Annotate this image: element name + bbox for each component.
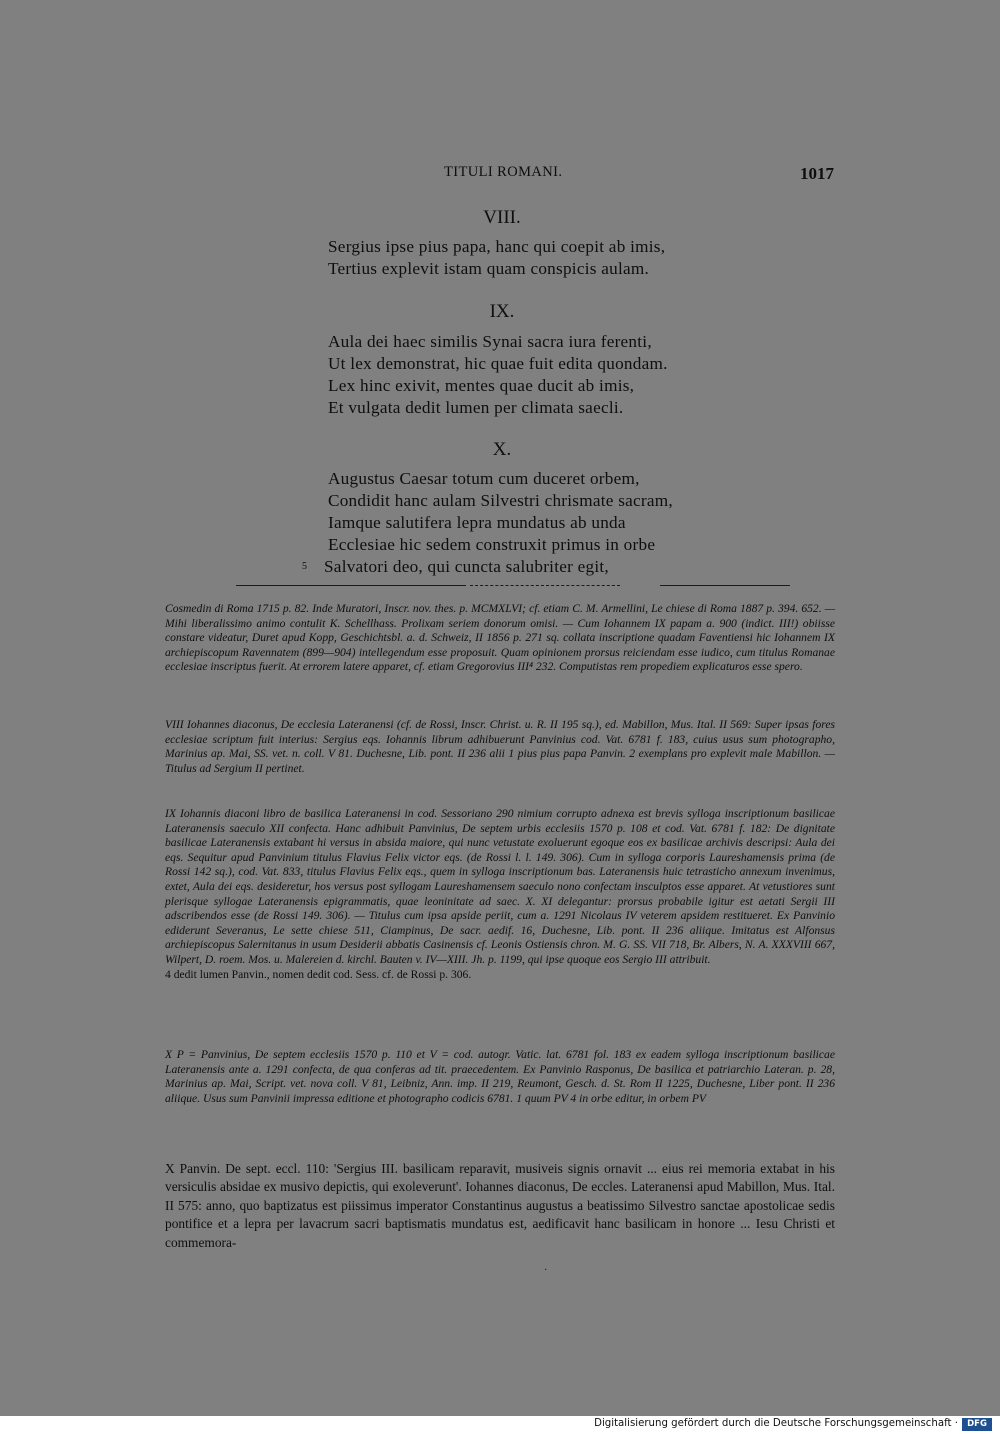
verse-line-number: 5 bbox=[302, 561, 307, 572]
poem-heading-viii: VIII. bbox=[483, 207, 521, 228]
verse-line: Lex hinc exivit, mentes quae ducit ab imis, bbox=[328, 376, 635, 395]
verse-line: Ecclesiae hic sedem construxit primus in orbe bbox=[328, 535, 656, 554]
footnote-x: X P = Panvinius, De septem ecclesiis 1570 p. 110 et V = cod. autogr. Vatic. lat. 6781 fol. 183 ex eadem sylloga inscriptionum basilicae Lateranensis ante a. 1291 confecta, de qua conferas ad tit. praecedentem. Ex Panvinio Rasponus, De basilica et patriarchio Lateran. p. 28, Marinius ap. Mai, Script. vet. nova coll. V 81, Leibniz, Ann. imp. II 219, Reumont, Gesch. d. St. Rom II 1225, Duchesne, Liber pont. II 236 aliique. Usus sum Panvinii impressa editione et photographo codicis 6781. 1 quum PV 4 in orbe editur, in orbem PV bbox=[165, 1048, 835, 1105]
poem-heading-ix: IX. bbox=[489, 301, 515, 322]
separator-rule-dashed bbox=[470, 585, 620, 586]
page-number: 1017 bbox=[800, 164, 834, 183]
dfg-logo-icon: DFG bbox=[962, 1418, 992, 1431]
footnote-viii: VIII Iohannes diaconus, De ecclesia Lateranensi (cf. de Rossi, Inscr. Christ. u. R. II 195 sq.), ed. Mabillon, Mus. Ital. II 569: Super ipsas fores ecclesiae scriptum fuit interius: Sergius eqs. Iohannis librum adhibuerunt Panvinius cod. Vat. 6781 f. 183, cuius usus sum photographo, Marinius ap. Mai, SS. vet. n. coll. V 81. Duchesne, Lib. pont. II 236 alii 1 pius pius papa Panvin. 2 exemplans pro explevit male Mabillon. — Titulus ad Sergium II pertinet. bbox=[165, 718, 835, 775]
funding-credit: Digitalisierung gefördert durch die Deutsche Forschungsgemeinschaft · bbox=[594, 1418, 958, 1429]
verse-line: Tertius explevit istam quam conspicis aulam. bbox=[328, 259, 650, 278]
footnote-cosmedin: Cosmedin di Roma 1715 p. 82. Inde Muratori, Inscr. nov. thes. p. MCMXLVI; cf. etiam C. M. Armellini, Le chiese di Roma 1887 p. 394. 652. — Mihi liberalissimo animo contulit K. Schellhass. Prolixam seriem donorum omisi. — Cum Iohannem IX papam a. 900 (indict. III!) obiisse constare videatur, Duret apud Kopp, Geschichtsbl. a. d. Schweiz, II 1856 p. 271 sq. collata inscriptione quadam Faventiensi hic Iohannem IX archiepiscopum Ravennatem (899—904) intellegendum esse proposuit. Quam opinionem prorsus reiciendam esse iudico, cum titulus Romanae ecclesiae inscriptus fuerit. At errorem latere apparet, cf. etiam Gregorovius III⁴ 232. Computistas rem propediem explicaturos esse spero. bbox=[165, 602, 835, 674]
printer-mark: · bbox=[544, 1265, 548, 1276]
verse-line: Iamque salutifera lepra mundatus ab unda bbox=[328, 513, 626, 532]
verse-line: Ut lex demonstrat, hic quae fuit edita quondam. bbox=[328, 354, 668, 373]
verse-line: Augustus Caesar totum cum duceret orbem, bbox=[328, 469, 640, 488]
commentary-paragraph: X Panvin. De sept. eccl. 110: 'Sergius III. basilicam reparavit, musiveis signis ornavit ... eius rei memoria extabat in his versiculis absidae ex musivo depictis, qui exoleverunt'. Iohannes diaconus, De eccles. Lateranensi apud Mabillon, Mus. Ital. II 575: anno, quo baptizatus est piissimus imperator Constantinus augustus a beatissimo Silvestro sanctae apostolicae sedis pontifice et a lepra per lavacrum sacri baptismatis mundatus est, aedificavit hanc basilicam in honore ... Iesu Christi et commemora- bbox=[165, 1161, 835, 1250]
verse-line: Aula dei haec similis Synai sacra iura ferenti, bbox=[328, 332, 652, 351]
verse-line: Et vulgata dedit lumen per climata saecli. bbox=[328, 398, 624, 417]
separator-rule bbox=[660, 585, 790, 586]
footnote-ix-text: IX Iohannis diaconi libro de basilica Lateranensi in cod. Sessoriano 290 nimium corrupto adnexa est brevis sylloga inscriptionum basilicae Lateranensis saeculo XII confecta. Hanc adhibuit Panvinius, De septem urbis ecclesiis 1570 p. 108 et cod. Vat. 6781 f. 182: De dignitate basilicae Lateranensis extabant hi versus in absida maiore, qui nunc vetustate exoluerunt egoque eos ex basilicae archivis descripsi: Aula dei eqs. Sequitur apud Panvinium titulus Flavius Felix victor eqs. (de Rossi l. l. 149. 306). Cum in sylloga corporis Laureshamensis prima (de Rossi 142 sq.), cod. Vat. 833, titulus Flavius Felix eqs., quem in sylloga inscriptionum bas. Lateranensis huic tetrasticho annexum invenimus, extet, Aula dei eqs. desideretur, hos versus post syllogam Laureshamensem saeculo nono confectam insculptos esse apparet. At vetustiores sunt plerisque syllogae Lateranensis epigrammatis, quae leoninitate ad saec. X. XI delegantur: prorsus probabile igitur est aetati Sergii III adscribendos esse (de Rossi 149. 306). — Titulus cum ipsa apside periit, cum a. 1291 Nicolaus IV veterem apsidem restitueret. Ex Panvinio ediderunt Severanus, Le sette chiese 511, Ciampinus, De sacr. aedif. 16, Duchesne, Lib. pont. II 236 aliique. Imitatus est Alfonsus archiepiscopus Salernitanus in usum Desiderii abbatis Casinensis cf. Leonis Ostiensis chron. M. G. SS. VII 718, Br. Albers, N. A. XXXVIII 667, Wilpert, D. roem. Mos. u. Malereien d. kirchl. Bauten v. IV—XIII. Jh. p. 1199, qui ipse quoque eos Sergio III attribuit. bbox=[165, 807, 835, 966]
running-title: TITULI ROMANI. bbox=[444, 164, 563, 180]
poem-heading-x: X. bbox=[492, 439, 512, 460]
separator-rule bbox=[236, 585, 466, 586]
footer-bar bbox=[0, 1416, 1000, 1434]
verse-line: Salvatori deo, qui cuncta salubriter egit, bbox=[324, 557, 609, 576]
footnote-ix bbox=[165, 807, 835, 982]
verse-line: Sergius ipse pius papa, hanc qui coepit ab imis, bbox=[328, 237, 666, 256]
footnote-ix-variant: 4 dedit lumen Panvin., nomen dedit cod. Sess. cf. de Rossi p. 306. bbox=[165, 967, 472, 981]
verse-line: Condidit hanc aulam Silvestri chrismate sacram, bbox=[328, 491, 673, 510]
